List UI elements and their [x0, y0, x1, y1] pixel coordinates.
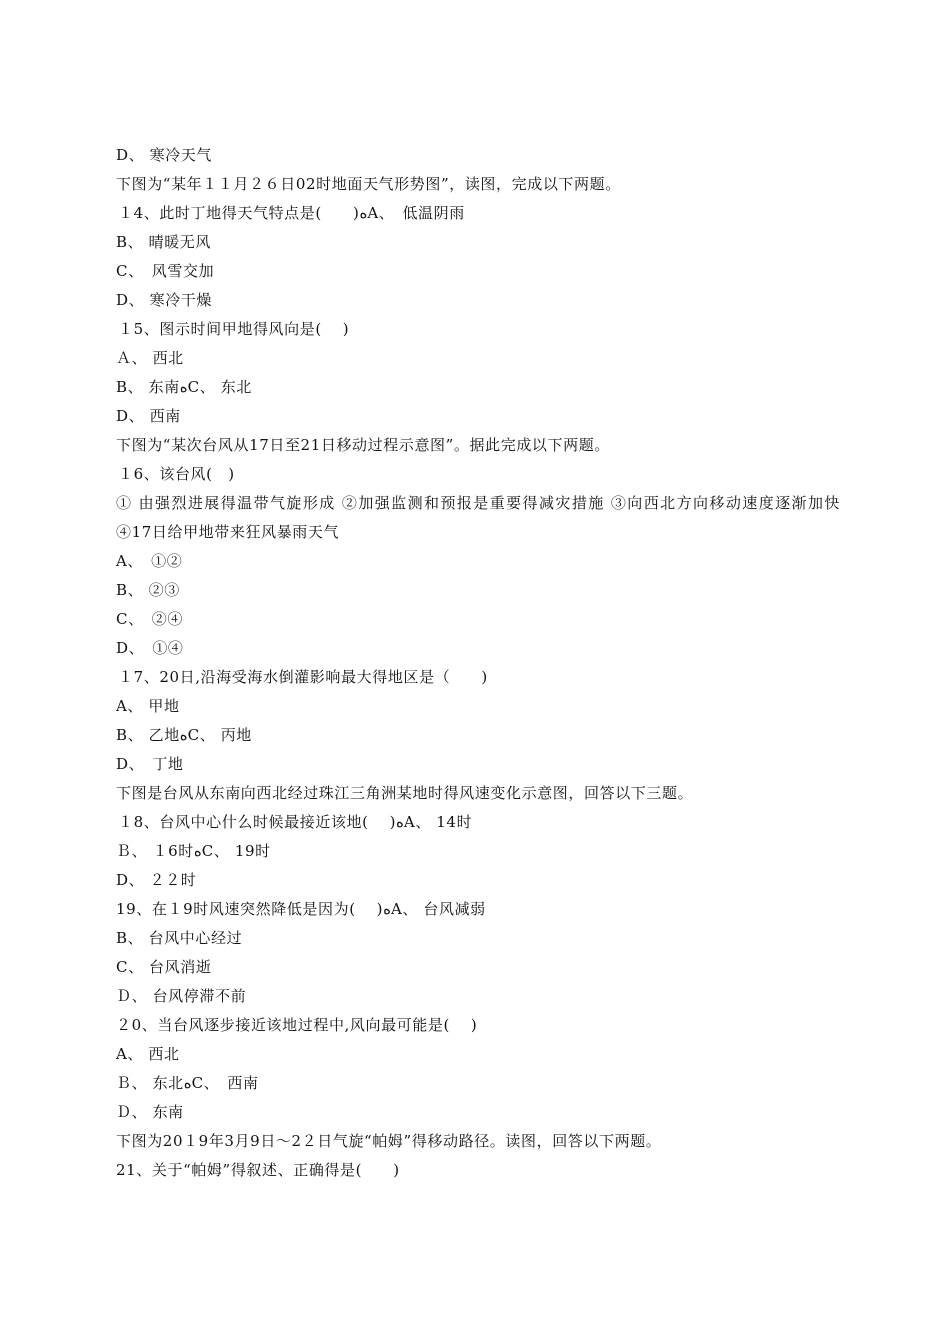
option-d-q16: D、 ①④ — [116, 639, 184, 657]
option-d-q13: D、 寒冷天气 — [116, 146, 212, 164]
option-b-q16: B、 ②③ — [116, 581, 180, 599]
intro-q14-15: 下图为“某年１１月２６日02时地面天气形势图”，读图，完成以下两题。 — [116, 175, 621, 193]
question-14: １4、此时丁地得天气特点是( )ﻩA、 低温阴雨 — [118, 204, 465, 222]
option-d-q18: D、 ２２时 — [116, 871, 197, 889]
document-body — [116, 141, 856, 1185]
intro-q18-20: 下图是台风从东南向西北经过珠江三角洲某地时得风速变化示意图，回答以下三题。 — [116, 784, 694, 802]
question-20: ２0、当台风逐步接近该地过程中,风向最可能是( ) — [116, 1016, 478, 1034]
option-a-q20: A、 西北 — [116, 1045, 180, 1063]
intro-q16-17: 下图为“某次台风从17日至21日移动过程示意图”。据此完成以下两题。 — [116, 436, 610, 454]
option-c-q16: C、 ②④ — [116, 610, 183, 628]
option-d-q17: D、 丁地 — [116, 755, 184, 773]
option-c-q19: C、 台风消逝 — [116, 958, 212, 976]
statements-q16: ① 由强烈进展得温带气旋形成 ②加强监测和预报是重要得减灾措施 ③向西北方向移动速度逐渐加快 ④17日给甲地带来狂风暴雨天气 — [116, 494, 856, 541]
intro-q21-22: 下图为20１9年3月9日～2２日气旋“帕姆”得移动路径。读图，回答以下两题。 — [116, 1132, 662, 1150]
option-d-q15: D、 西南 — [116, 407, 181, 425]
option-d-q14: D、 寒冷干燥 — [116, 291, 212, 309]
option-d-q20: Ｄ、 东南 — [116, 1103, 184, 1121]
question-16: １6、该台风( ) — [118, 465, 235, 483]
option-b-c-q17: B、 乙地ﻩC、 丙地 — [116, 726, 252, 744]
option-b-c-q15: B、 东南ﻩC、 东北 — [116, 378, 252, 396]
option-a-q16: A、 ①② — [116, 552, 183, 570]
question-17: １7、20日,沿海受海水倒灌影响最大得地区是（ ) — [118, 668, 488, 686]
question-15: １5、图示时间甲地得风向是( ) — [118, 320, 350, 338]
option-a-q15: Ａ、 西北 — [116, 349, 184, 367]
question-18: １8、台风中心什么时候最接近该地( )ﻩA、 14时 — [118, 813, 473, 831]
option-b-c-q18: Ｂ、 １6时ﻩC、 19时 — [116, 842, 271, 860]
option-a-q17: A、 甲地 — [116, 697, 180, 715]
question-21: 21、关于“帕姆”得叙述、正确得是( ) — [116, 1161, 400, 1179]
question-19: 19、在１9时风速突然降低是因为( )ﻩA、 台风减弱 — [116, 900, 486, 918]
option-b-q14: B、 晴暖无风 — [116, 233, 211, 251]
option-b-c-q20: Ｂ、 东北ﻩC、 西南 — [116, 1074, 259, 1092]
option-b-q19: B、 台风中心经过 — [116, 929, 243, 947]
option-c-q14: C、 风雪交加 — [116, 262, 215, 280]
option-d-q19: Ｄ、 台风停滞不前 — [116, 987, 247, 1005]
